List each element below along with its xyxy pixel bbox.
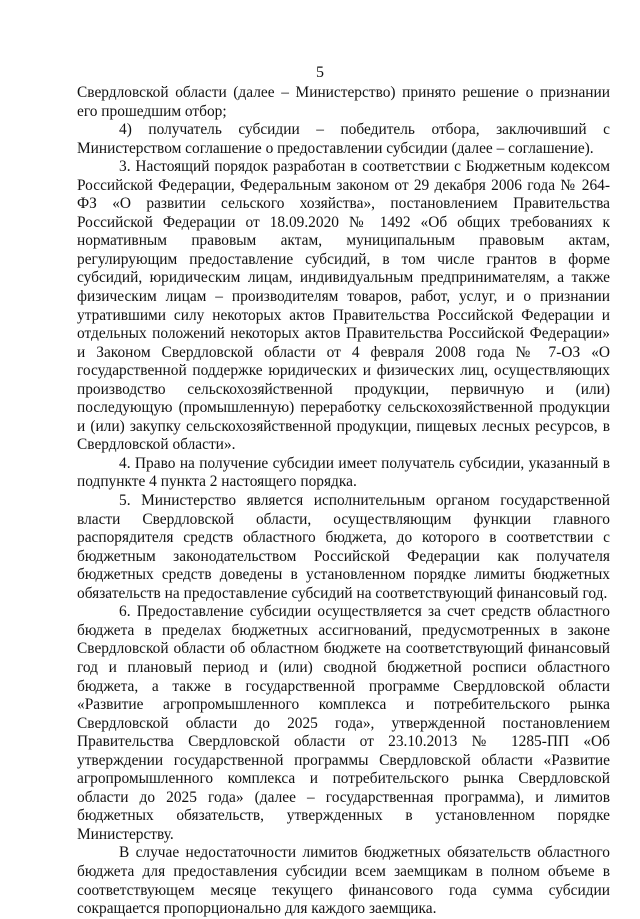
page-number: 5 — [316, 64, 324, 81]
paragraph-item-4: 4) получатель субсидии – победитель отбора, заключивший с Министерством соглашение о предоставлении субсидии (далее – соглашение). — [77, 121, 610, 157]
paragraph-shortfall: В случае недостаточности лимитов бюджетных обязательств областного бюджета для предоставления субсидии всем заемщикам в полном объеме в соответствующем месяце текущего финансового года сумма субсидии сокращается пропорционально для каждого заемщика. — [77, 844, 610, 918]
document-body — [77, 84, 610, 919]
paragraph-section-6: 6. Предоставление субсидии осуществляется за счет средств областного бюджета в пределах бюджетных ассигнований, предусмотренных в законе Свердловской области об областном бюджете на соответствующий финансовый год и плановый период и (или) сводной бюджетной росписи областного бюджета, а также в государственной программе Свердловской области «Развитие агропромышленного комплекса и потребительского рынка Свердловской области до 2025 года», утвержденной постановлением Правительства Свердловской области от 23.10.2013 № 1285-ПП «Об утверждении государственной программы Свердловской области «Развитие агропромышленного комплекса и потребительского рынка Свердловской области до 2025 года» (далее – государственная программа), и лимитов бюджетных обязательств, утвержденных в установленном порядке Министерству. — [77, 603, 610, 843]
paragraph-section-3: 3. Настоящий порядок разработан в соответствии с Бюджетным кодексом Российской Федерации, Федеральным законом от 29 декабря 2006 года № 264-ФЗ «О развитии сельского хозяйства», постановлением Правительства Российской Федерации от 18.09.2020 № 1492 «Об общих требованиях к нормативным правовым актам, муниципальным правовым актам, регулирующим предоставление субсидий, в том числе грантов в форме субсидий, юридическим лицам, индивидуальным предпринимателям, а также физическим лицам – производителям товаров, работ, услуг, и о признании утратившими силу некоторых актов Правительства Российской Федерации и отдельных положений некоторых актов Правительства Российской Федерации» и Законом Свердловской области от 4 февраля 2008 года № 7-ОЗ «О государственной поддержке юридических и физических лиц, осуществляющих производство сельскохозяйственной продукции, первичную и (или) последующую (промышленную) переработку сельскохозяйственной продукции и (или) закупку сельскохозяйственной продукции, пищевых лесных ресурсов, в Свердловской области». — [77, 158, 610, 454]
paragraph-section-4: 4. Право на получение субсидии имеет получатель субсидии, указанный в подпункте 4 пункта 2 настоящего порядка. — [77, 454, 610, 491]
paragraph-section-5: 5. Министерство является исполнительным органом государственной власти Свердловской области, осуществляющим функции главного распорядителя средств областного бюджета, до которого в соответствии с бюджетным законодательством Российской Федерации как получателя бюджетных средств доведены в установленном порядке лимиты бюджетных обязательств на предоставление субсидий на соответствующий финансовый год. — [77, 492, 610, 602]
paragraph-continuation: Свердловской области (далее – Министерство) принято решение о признании его прошедшим отбор; — [77, 84, 610, 120]
